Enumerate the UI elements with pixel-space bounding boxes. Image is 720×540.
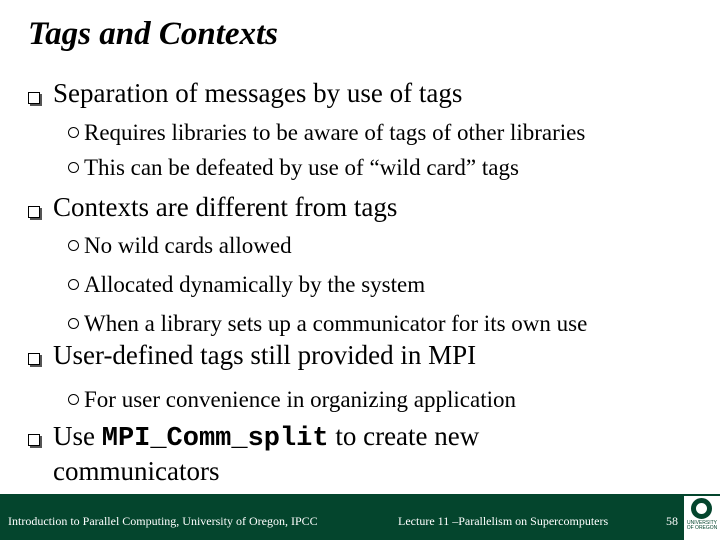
page-number: 58	[666, 514, 678, 528]
sub-bullet-2-3: When a library sets up a communicator for its own use	[68, 311, 587, 337]
sub-bullet-2-2: Allocated dynamically by the system	[68, 272, 425, 298]
bullet-2: Contexts are different from tags	[53, 192, 398, 222]
square-bullet-icon	[28, 206, 40, 218]
university-logo	[684, 496, 720, 540]
o-logo-icon	[691, 498, 712, 519]
footer-bar	[0, 494, 720, 540]
square-bullet-icon	[28, 92, 40, 104]
slide-title: Tags and Contexts	[28, 16, 279, 52]
sub-bullet-1-2: This can be defeated by use of “wild card” tags	[68, 155, 519, 181]
code-text: MPI_Comm_split	[101, 424, 329, 454]
sub-bullet-2-1: No wild cards allowed	[68, 233, 292, 259]
bullet-3: User-defined tags still provided in MPI	[53, 340, 477, 370]
footer-course-text: Introduction to Parallel Computing, University of Oregon, IPCC	[8, 514, 318, 528]
sub-bullet-3-1: For user convenience in organizing application	[68, 387, 516, 413]
sub-bullet-1-1: Requires libraries to be aware of tags of other libraries	[68, 120, 585, 146]
circle-bullet-icon	[68, 127, 79, 138]
bullet-4-line-2: communicators	[53, 456, 220, 486]
square-bullet-icon	[28, 353, 40, 365]
circle-bullet-icon	[68, 162, 79, 173]
logo-text: UNIVERSITY OF OREGON	[686, 520, 718, 531]
footer-lecture-text: Lecture 11 –Parallelism on Supercomputers	[398, 514, 609, 528]
circle-bullet-icon	[68, 318, 79, 329]
circle-bullet-icon	[68, 240, 79, 251]
circle-bullet-icon	[68, 279, 79, 290]
bullet-1: Separation of messages by use of tags	[53, 78, 463, 108]
bullet-4: Use MPI_Comm_split to create new	[53, 421, 480, 454]
square-bullet-icon	[28, 434, 40, 446]
circle-bullet-icon	[68, 394, 79, 405]
